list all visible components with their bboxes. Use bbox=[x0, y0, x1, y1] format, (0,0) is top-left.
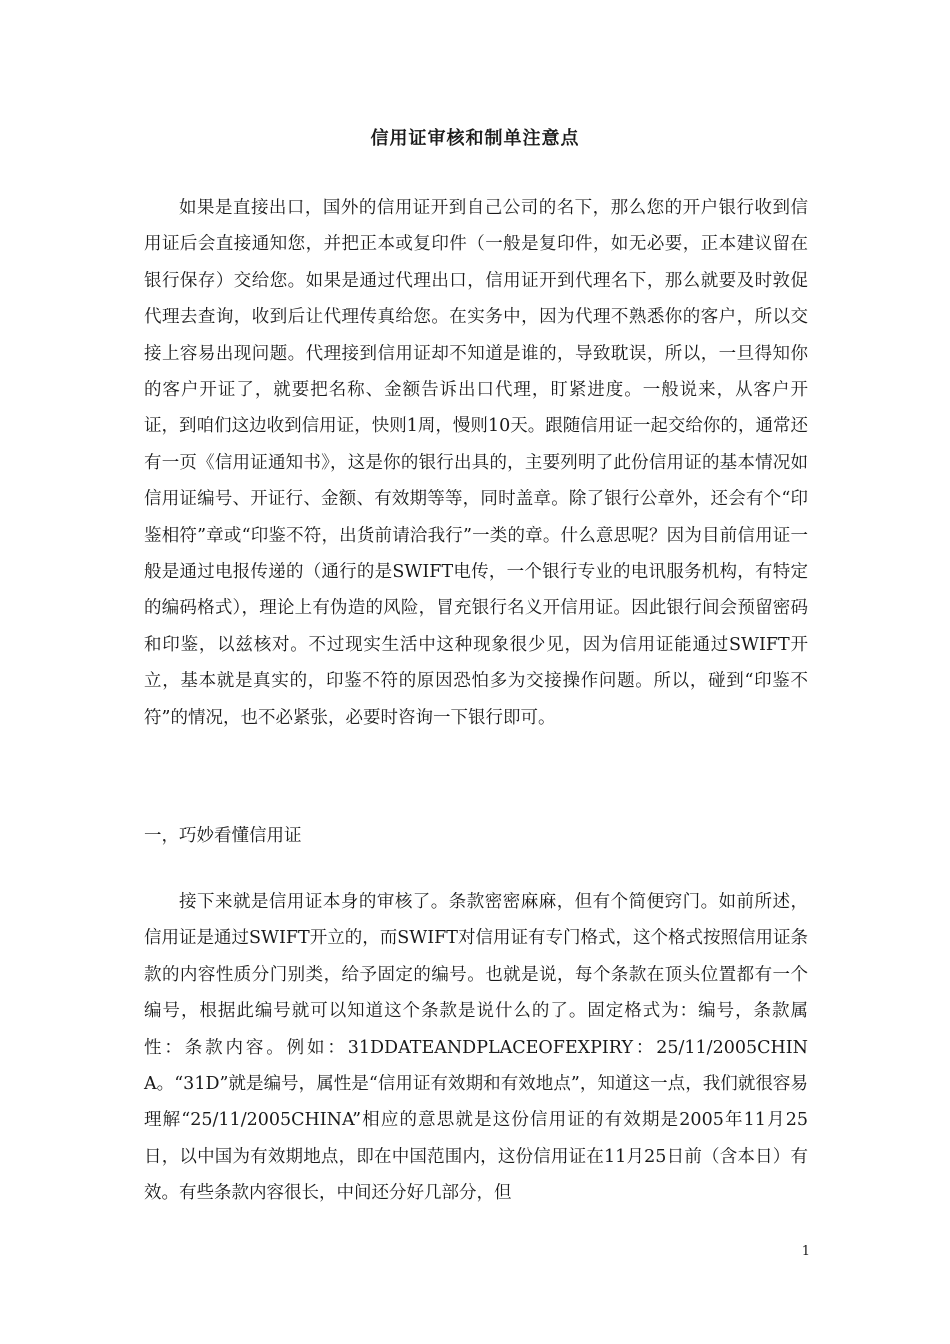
page-number: 1 bbox=[801, 1244, 810, 1259]
document-title: 信用证审核和制单注意点 bbox=[370, 128, 580, 149]
body-paragraph-1: 如果是直接出口，国外的信用证开到自己公司的名下，那么您的开户银行收到信用证后会直接通知您，并把正本或复印件（一般是复印件，如无必要，正本建议留在银行保存）交给您。如果是通过代理出口，信用证开到代理名下，那么就要及时敦促代理去查询，收到后让代理传真给您。在实务中，因为代理不熟悉你的客户，所以交接上容易出现问题。代理接到信用证却不知道是谁的，导致耽误，所以，一旦得知你的客户开证了，就要把名称、金额告诉出口代理，盯紧进度。一般说来，从客户开证，到咱们这边收到信用证，快则1周，慢则10天。跟随信用证一起交给你的，通常还有一页《信用证通知书》，这是你的银行出具的，主要列明了此份信用证的基本情况如信用证编号、开证行、金额、有效期等等，同时盖章。除了银行公章外，还会有个“印鉴相符”章或“印鉴不符，出货前请洽我行”一类的章。什么意思呢？因为目前信用证一般是通过电报传递的（通行的是SWIFT电传，一个银行专业的电讯服务机构，有特定的编码格式），理论上有伪造的风险，冒充银行名义开信用证。因此银行间会预留密码和印鉴，以兹核对。不过现实生活中这种现象很少见，因为信用证能通过SWIFT开立，基本就是真实的，印鉴不符的原因恐怕多为交接操作问题。所以，碰到“印鉴不符”的情况，也不必紧张，必要时咨询一下银行即可。 bbox=[144, 198, 808, 728]
body-paragraph-2: 接下来就是信用证本身的审核了。条款密密麻麻，但有个简便窍门。如前所述，信用证是通过SWIFT开立的，而SWIFT对信用证有专门格式，这个格式按照信用证条款的内容性质分门别类，给予固定的编号。也就是说，每个条款在顶头位置都有一个编号，根据此编号就可以知道这个条款是说什么的了。固定格式为：编号，条款属性：条款内容。例如：31DDATEANDPLACEOFEXPIRY：25/11/2005CHINA。“31D”就是编号，属性是“信用证有效期和有效地点”，知道这一点，我们就很容易理解“25/11/2005CHINA”相应的意思就是这份信用证的有效期是2005年11月25日，以中国为有效期地点，即在中国范围内，这份信用证在11月25日前（含本日）有效。有些条款内容很长，中间还分好几部分，但 bbox=[144, 892, 808, 1204]
section-heading: 一，巧妙看懂信用证 bbox=[144, 826, 302, 846]
